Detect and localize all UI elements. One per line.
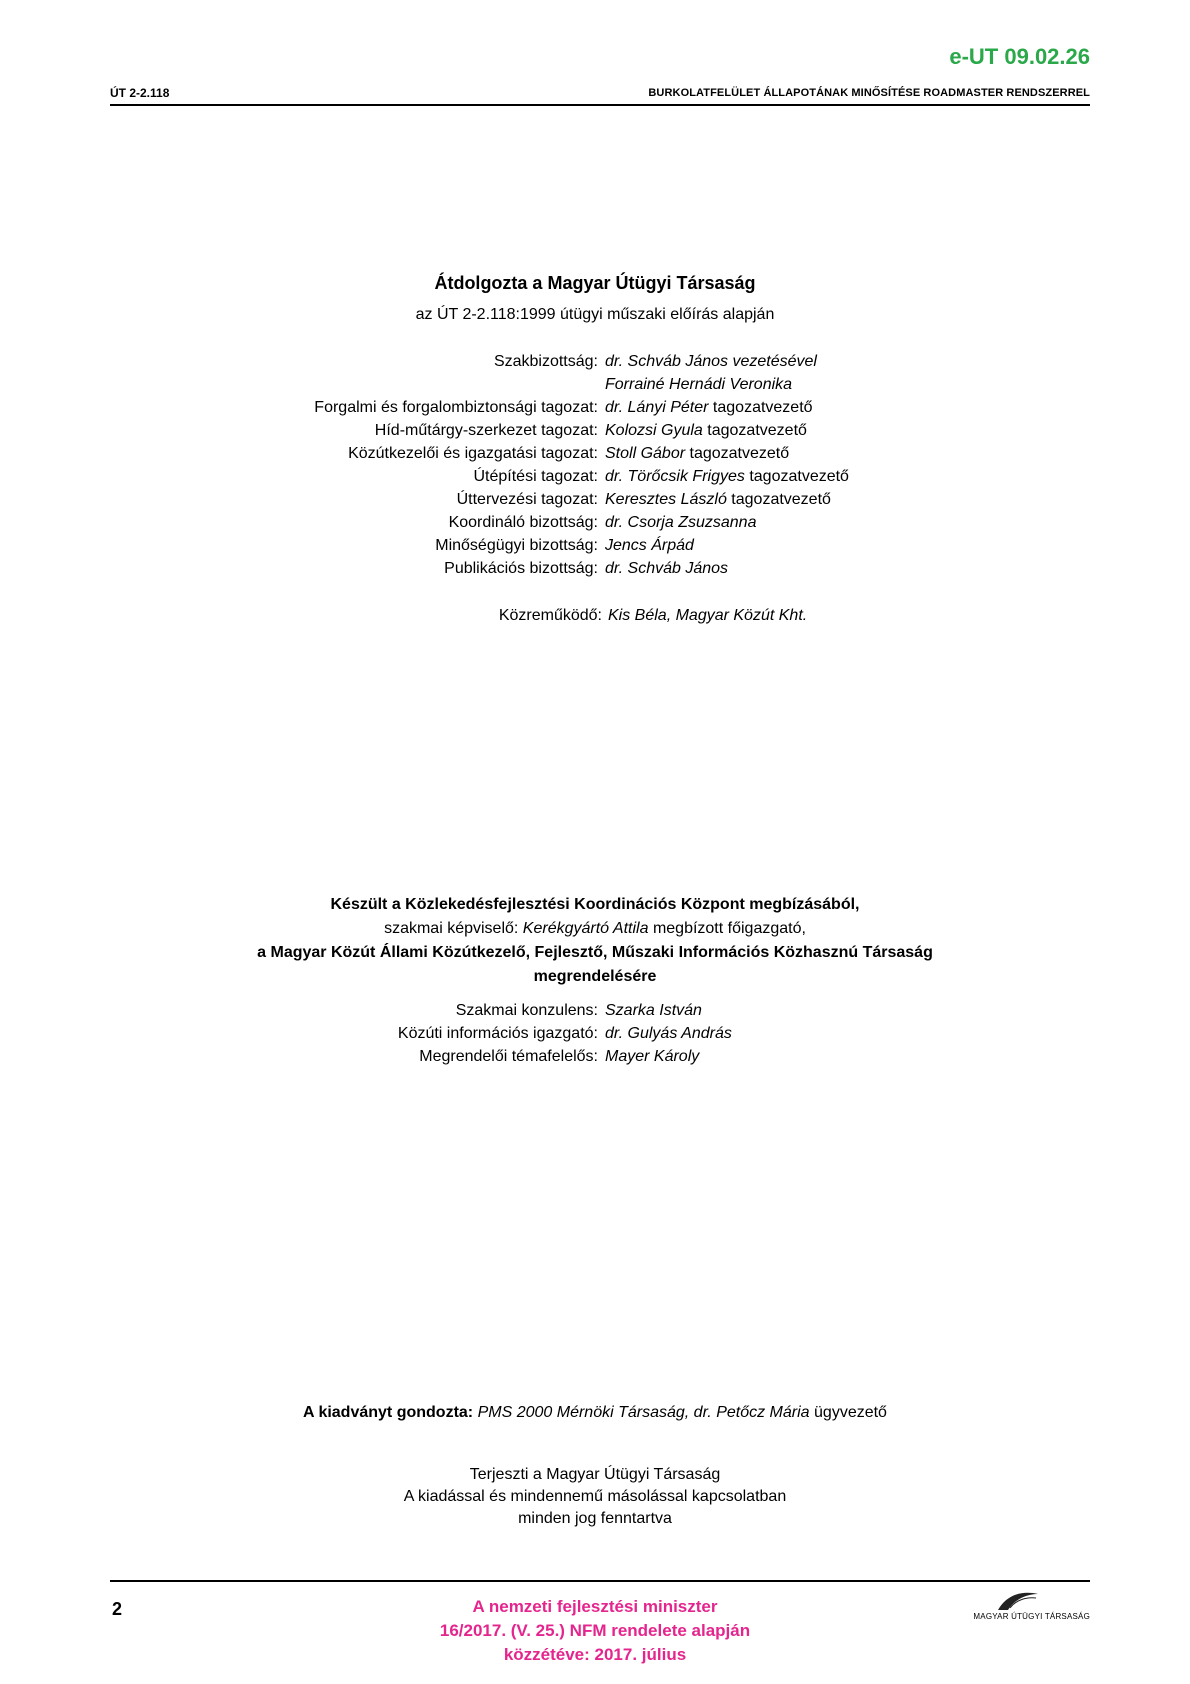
prepared-representative [0,920,1190,938]
credit-label: Híd-műtárgy-szerkezet tagozat: [374,422,598,439]
credit-role: tagozatvezető [707,422,807,439]
header-divider [110,104,1090,106]
credit-label: Forgalmi és forgalombiztonsági tagozat: [314,399,598,416]
consultant-label: Közúti információs igazgató: [397,1025,598,1042]
credit-name: dr. Törőcsik Frigyes [605,468,745,485]
credit-row [0,491,1190,514]
distribution-line: Terjeszti a Magyar Útügyi Társaság [469,1466,721,1483]
credit-name: dr. Schváb János vezetésével [605,353,817,370]
page-number: 2 [112,1599,123,1619]
credit-row [0,353,1190,376]
credit-role: tagozatvezető [749,468,849,485]
consultant-row [0,1002,1190,1025]
document-code: e-UT 09.02.26 [949,44,1090,69]
credit-label: Koordináló bizottság: [448,514,598,531]
edited-by [0,1404,1190,1422]
reworked-subtitle: az ÚT 2-2.118:1999 útügyi műszaki előírás alapján [415,306,775,323]
rep-role: megbízott főigazgató, [652,920,806,937]
footer-decree-line: A nemzeti fejlesztési miniszter [472,1597,718,1616]
credit-row [0,468,1190,491]
credit-row [0,445,1190,468]
logo-text: MAGYAR ÚTÜGYI TÁRSASÁG [973,1612,1090,1621]
credit-name: Keresztes László [605,491,727,508]
contributor-row [0,607,1190,630]
consultant-row [0,1025,1190,1048]
consultant-name: dr. Gulyás András [605,1025,732,1042]
society-logo [940,1588,1090,1626]
header-standard-number: ÚT 2-2.118 [110,86,170,100]
edited-name: PMS 2000 Mérnöki Társaság, dr. Petőcz Mária [477,1404,810,1421]
credit-role: tagozatvezető [731,491,831,508]
credit-row [0,376,1190,399]
footer-decree-line: közzétéve: 2017. július [503,1645,687,1664]
footer-decree-line: 16/2017. (V. 25.) NFM rendelete alapján [439,1621,751,1640]
credit-name: Forrainé Hernádi Veronika [605,376,793,393]
consultant-name: Szarka István [605,1002,702,1019]
credit-name: Stoll Gábor [605,445,686,462]
distribution-line: minden jog fenntartva [518,1510,672,1527]
contributor-label: Közreműködő: [498,607,602,624]
logo-mark-icon [996,1588,1040,1614]
credit-row [0,422,1190,445]
credit-label: Minőségügyi bizottság: [435,537,598,554]
distribution-line: A kiadással és mindennemű másolással kapcsolatban [403,1488,787,1505]
prepared-company: a Magyar Közút Állami Közútkezelő, Fejlesztő, Műszaki Információs Közhasznú Társaság [257,944,933,961]
credit-name: dr. Schváb János [605,560,729,577]
reworked-title: Átdolgozta a Magyar Útügyi Társaság [434,273,756,293]
rep-name: Kerékgyártó Attila [522,920,649,937]
footer-divider [110,1580,1090,1582]
credit-label: Publikációs bizottság: [444,560,598,577]
credit-role: tagozatvezető [689,445,790,462]
contributor-name: Kis Béla, Magyar Közút Kht. [608,607,808,624]
credit-role: tagozatvezető [712,399,813,416]
consultant-row [0,1048,1190,1071]
rep-prefix: szakmai képviselő: [384,920,519,937]
prepared-order: megrendelésére [533,968,657,985]
credit-name: dr. Lányi Péter [605,399,709,416]
credit-label: Útépítési tagozat: [473,468,598,485]
consultant-label: Megrendelői témafelelős: [419,1048,598,1065]
credit-name: dr. Csorja Zsuzsanna [605,514,757,531]
prepared-title: Készült a Közlekedésfejlesztési Koordinációs Központ megbízásából, [330,896,860,913]
credit-row [0,537,1190,560]
edited-role: ügyvezető [814,1404,887,1421]
credit-row [0,514,1190,537]
credit-label: Szakbizottság: [493,353,598,370]
credit-label: Úttervezési tagozat: [456,491,598,508]
header-document-title: BURKOLATFELÜLET ÁLLAPOTÁNAK MINŐSÍTÉSE ROADMASTER RENDSZERREL [648,87,1090,99]
credit-label: Közútkezelői és igazgatási tagozat: [348,445,598,462]
edited-label: A kiadványt gondozta: [303,1404,474,1421]
consultant-label: Szakmai konzulens: [455,1002,598,1019]
credit-row [0,399,1190,422]
credit-row [0,560,1190,583]
consultant-name: Mayer Károly [605,1048,700,1065]
credit-name: Kolozsi Gyula [605,422,703,439]
credit-name: Jencs Árpád [605,537,694,554]
